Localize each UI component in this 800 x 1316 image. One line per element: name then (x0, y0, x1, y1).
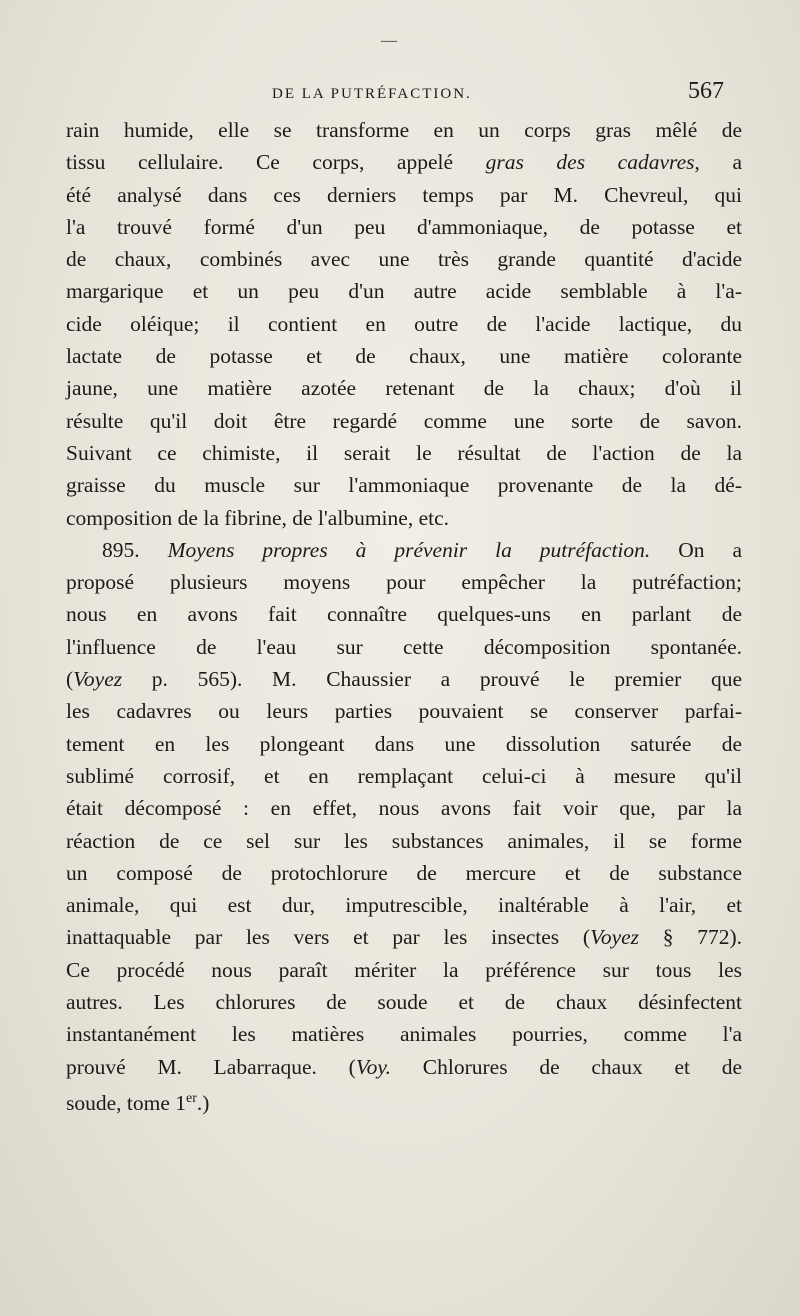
text-span: On a (678, 537, 742, 562)
text-line: graisse du muscle sur l'ammoniaque provenante de la dé- (66, 473, 742, 498)
text-line: margarique et un peu d'un autre acide semblable à l'a- (66, 279, 742, 304)
text-line: animale, qui est dur, imputrescible, inaltérable à l'air, et (66, 893, 742, 918)
text-span: tissu cellulaire. Ce corps, appelé (66, 150, 486, 175)
section-heading: Moyens propres à prévenir la putréfaction. (167, 537, 651, 562)
text-span: ( (66, 667, 74, 692)
text-line: Suivant ce chimiste, il serait le résultat de l'action de la (66, 440, 742, 465)
text-span: , a (694, 150, 742, 175)
text-line: rain humide, elle se transforme en un corps gras mêlé de (66, 118, 742, 142)
italic-term: gras des cadavres (485, 150, 695, 175)
text-span: prouvé M. Labarraque. ( (66, 1054, 356, 1079)
text-span: § 772). (639, 925, 742, 950)
italic-term: Voyez (590, 925, 640, 950)
text-line: tement en les plongeant dans une dissolution saturée de (66, 731, 742, 756)
text-line: réaction de ce sel sur les substances animales, il se forme (66, 828, 742, 853)
text-line: nous en avons fait connaître quelques-uns en parlant de (66, 602, 742, 627)
text-line: sublimé corrosif, et en remplaçant celui-ci à mesure qu'il (66, 763, 742, 788)
text-line (66, 146, 742, 178)
text-line: cide oléique; il contient en outre de l'acide lactique, du (66, 311, 742, 336)
text-span: p. 565). M. Chaussier a prouvé le premier que (122, 667, 742, 692)
text-line: résulte qu'il doit être regardé comme une sorte de savon. (66, 408, 742, 433)
text-line: jaune, une matière azotée retenant de la chaux; d'où il (66, 376, 742, 401)
text-line: l'influence de l'eau sur cette décomposition spontanée. (66, 634, 742, 659)
text-line (66, 1083, 742, 1115)
text-line: autres. Les chlorures de soude et de chaux désinfectent (66, 990, 742, 1015)
text-line: un composé de protochlorure de mercure et de substance (66, 860, 742, 885)
text-span: soude, tome 1 (66, 1091, 187, 1116)
text-line: composition de la fibrine, de l'albumine, etc. (66, 505, 450, 530)
text-line: instantanément les matières animales pourries, comme l'a (66, 1022, 742, 1047)
text-line: l'a trouvé formé d'un peu d'ammoniaque, de potasse et (66, 214, 742, 239)
text-span: Chlorures de chaux et de (391, 1054, 742, 1079)
text-line: les cadavres ou leurs parties pouvaient se conserver parfai- (66, 699, 742, 724)
text-line (66, 921, 742, 953)
running-header (0, 78, 800, 112)
page-number: 567 (688, 78, 724, 104)
text-line: Ce procédé nous paraît mériter la préférence sur tous les (66, 957, 742, 982)
text-line (66, 1051, 742, 1083)
text-line: été analysé dans ces derniers temps par M. Chevreul, qui (66, 182, 742, 207)
text-line (66, 663, 742, 695)
superscript: er (186, 1090, 197, 1106)
running-title: DE LA PUTRÉFACTION. (272, 86, 472, 102)
text-span: .) (196, 1091, 210, 1116)
text-span: inattaquable par les vers et par les insectes ( (66, 925, 591, 950)
text-line: proposé plusieurs moyens pour empêcher la putréfaction; (66, 570, 742, 595)
body-text (66, 114, 742, 1115)
section-heading-line (66, 534, 742, 566)
italic-term: Voyez (73, 667, 123, 692)
text-line: était décomposé : en effet, nous avons fait voir que, par la (66, 796, 742, 821)
section-number: 895. (102, 537, 140, 562)
italic-term: Voy. (355, 1054, 392, 1079)
text-line: de chaux, combinés avec une très grande quantité d'acide (66, 247, 742, 272)
top-dash-mark: — (380, 30, 398, 51)
text-line: lactate de potasse et de chaux, une matière colorante (66, 344, 742, 369)
